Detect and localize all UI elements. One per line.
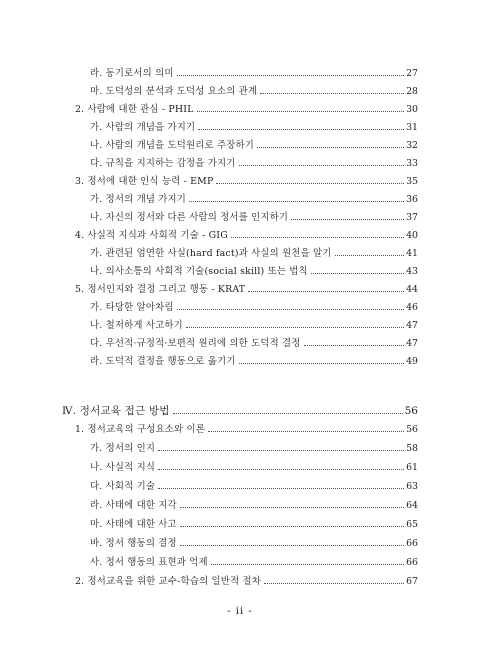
toc-entry-title: 5. 정서인지와 결정 그리고 행동 - KRAT [75, 284, 246, 295]
dot-leader [173, 413, 403, 414]
dot-leader [291, 219, 404, 220]
dot-leader [180, 507, 404, 508]
toc-entry[interactable] [90, 208, 418, 223]
toc-entry-page: 56 [404, 405, 418, 417]
toc-entry[interactable] [75, 172, 418, 187]
toc-entry[interactable] [90, 316, 418, 331]
dot-leader [211, 564, 404, 565]
toc-entry-title: 가. 정서의 인지 [90, 443, 156, 454]
dot-leader [239, 165, 405, 166]
toc-entry-page: 41 [406, 248, 418, 259]
toc-entry-page: 67 [406, 576, 418, 587]
dot-leader [231, 237, 404, 238]
dot-leader [186, 327, 404, 328]
toc-entry-title: 가. 사람의 개념을 가지기 [90, 122, 196, 133]
toc-entry-title: 나. 사람의 개념을 도덕원리로 주장하기 [90, 140, 255, 151]
toc-entry-page: 40 [406, 230, 418, 241]
dot-leader [158, 469, 404, 470]
toc-entry[interactable] [90, 553, 418, 568]
dot-leader [177, 75, 404, 76]
toc-chapter-entry[interactable] [62, 400, 418, 417]
toc-entry-page: 44 [406, 284, 418, 295]
toc-entry[interactable] [75, 420, 418, 435]
dot-leader [248, 291, 404, 292]
toc-entry-page: 47 [406, 338, 418, 349]
toc-entry[interactable] [90, 64, 418, 79]
toc-entry-title: 가. 정서의 개념 가지기 [90, 194, 187, 205]
toc-entry-title: 1. 정서교육의 구성요소와 이론 [75, 424, 205, 435]
toc-entry[interactable] [90, 496, 418, 511]
toc-entry-page: 56 [406, 424, 418, 435]
dot-leader [216, 183, 404, 184]
dot-leader [180, 526, 404, 527]
toc-entry-page: 66 [406, 538, 418, 549]
toc-entry[interactable] [90, 244, 418, 259]
toc-entry-title: 다. 우선적·규정적·보편적 원리에 의한 도덕적 결정 [90, 338, 301, 349]
toc-entry-title: 다. 사회적 기술 [90, 481, 156, 492]
toc-entry-page: 32 [406, 140, 418, 151]
toc-entry-title: 4. 사실적 지식과 사회적 기술 - GIG [75, 230, 228, 241]
dot-leader [260, 93, 404, 94]
toc-entry[interactable] [90, 534, 418, 549]
toc-entry[interactable] [90, 136, 418, 151]
toc-entry-title: 3. 정서에 대한 인식 능력 - EMP [75, 176, 214, 187]
toc-entry-title: 가. 관련된 엄연한 사실(hard fact)과 사실의 원천을 알기 [90, 248, 332, 259]
toc-entry-page: 37 [406, 212, 418, 223]
dot-leader [198, 129, 404, 130]
toc-entry-page: 64 [406, 500, 418, 511]
toc-entry-page: 66 [406, 557, 418, 568]
dot-leader [335, 255, 405, 256]
toc-entry-title: 나. 사실적 지식 [90, 462, 156, 473]
toc-entry-title: 마. 도덕성의 분석과 도덕성 요소의 관계 [90, 86, 258, 97]
toc-entry[interactable] [75, 572, 418, 587]
toc-entry-page: 30 [406, 104, 418, 115]
toc-entry[interactable] [90, 439, 418, 454]
toc-entry-page: 65 [406, 519, 418, 530]
toc-entry[interactable] [90, 154, 418, 169]
toc-entry-page: 63 [406, 481, 418, 492]
toc-entry-page: 27 [406, 68, 418, 79]
toc-entry-page: 46 [406, 302, 418, 313]
toc-entry[interactable] [75, 226, 418, 241]
toc-entry-page: 35 [406, 176, 418, 187]
toc-entry-title: 라. 사태에 대한 지각 [90, 500, 177, 511]
toc-entry[interactable] [90, 190, 418, 205]
dot-leader [189, 201, 404, 202]
dot-leader [177, 309, 404, 310]
toc-entry[interactable] [90, 334, 418, 349]
toc-entry-title: 라. 동기로서의 의미 [90, 68, 174, 79]
toc-entry-title: 다. 규칙을 지지하는 감정을 가지기 [90, 158, 236, 169]
toc-entry-page: 33 [406, 158, 418, 169]
toc-entry-title: 바. 정서 행동의 결정 [90, 538, 177, 549]
toc-entry[interactable] [90, 262, 418, 277]
toc-entry-page: 58 [406, 443, 418, 454]
toc-entry-page: 31 [406, 122, 418, 133]
toc-entry-title: 2. 정서교육을 위한 교수-학습의 일반적 절차 [75, 576, 261, 587]
toc-chapter-title: Ⅳ. 정서교육 접근 방법 [62, 405, 170, 417]
toc-entry[interactable] [90, 458, 418, 473]
dot-leader [264, 583, 404, 584]
toc-entry-page: 43 [406, 266, 418, 277]
toc-entry-page: 28 [406, 86, 418, 97]
toc-entry[interactable] [75, 100, 418, 115]
toc-entry[interactable] [90, 82, 418, 97]
toc-entry-title: 사. 정서 행동의 표현과 억제 [90, 557, 208, 568]
dot-leader [208, 431, 404, 432]
toc-entry[interactable] [90, 515, 418, 530]
dot-leader [257, 147, 404, 148]
dot-leader [197, 111, 404, 112]
dot-leader [158, 488, 404, 489]
dot-leader [158, 450, 404, 451]
page-number-footer: - ii - [227, 606, 253, 617]
dot-leader [304, 345, 404, 346]
toc-entry[interactable] [75, 280, 418, 295]
dot-leader [180, 545, 404, 546]
dot-leader [239, 363, 405, 364]
toc-entry-title: 라. 도덕적 결정을 행동으로 옮기기 [90, 356, 236, 367]
toc-entry[interactable] [90, 477, 418, 492]
toc-entry-page: 36 [406, 194, 418, 205]
toc-entry-title: 가. 타당한 알아차림 [90, 302, 174, 313]
dot-leader [311, 273, 404, 274]
toc-entry-title: 마. 사태에 대한 사고 [90, 519, 177, 530]
toc-entry[interactable] [90, 298, 418, 313]
toc-entry-title: 나. 철저하게 사고하기 [90, 320, 183, 331]
toc-entry-title: 나. 자신의 정서와 다른 사람의 정서를 인지하기 [90, 212, 289, 223]
toc-entry-title: 나. 의사소통의 사회적 기술(social skill) 또는 법칙 [90, 266, 308, 277]
toc-entry-page: 47 [406, 320, 418, 331]
toc-entry[interactable] [90, 352, 418, 367]
toc-entry-title: 2. 사람에 대한 관심 - PHIL [75, 104, 194, 115]
toc-entry[interactable] [90, 118, 418, 133]
toc-entry-page: 61 [406, 462, 418, 473]
toc-entry-page: 49 [406, 356, 418, 367]
